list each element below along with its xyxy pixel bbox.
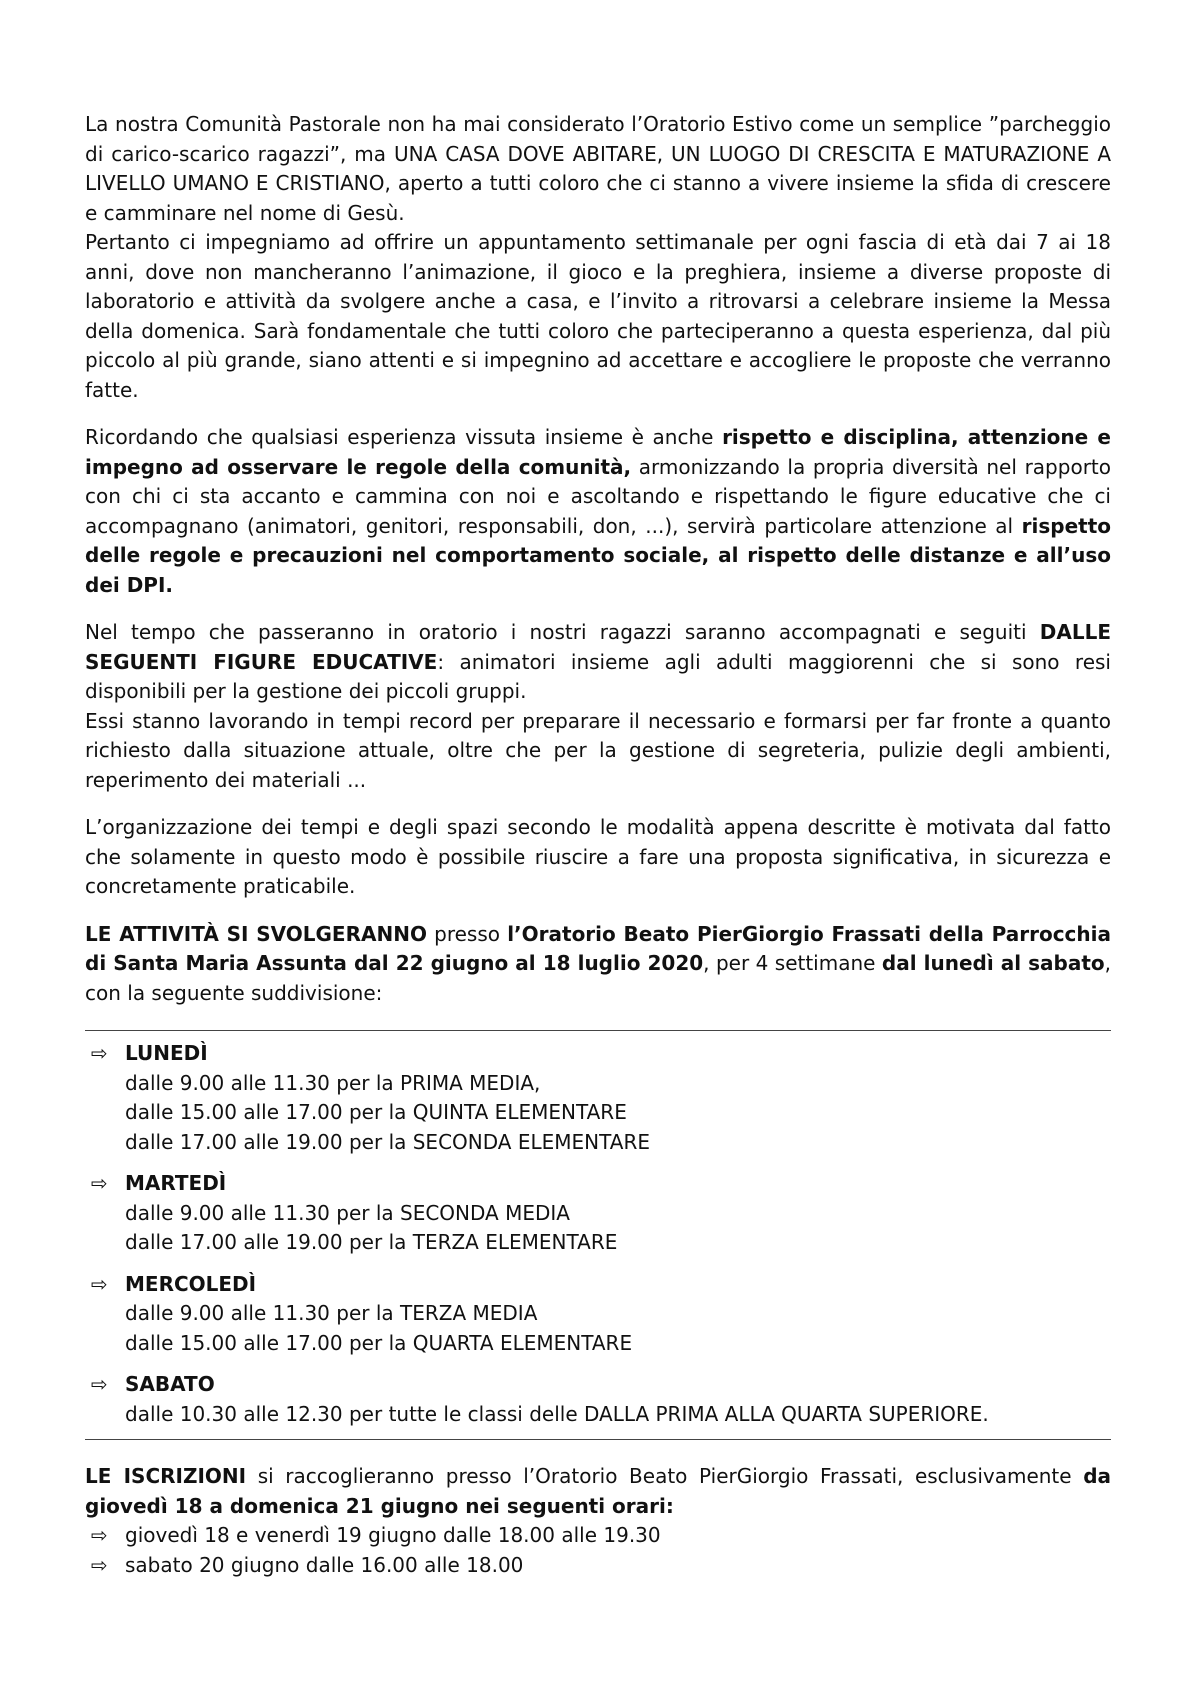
- educators-bold-1: DALLE SEGUENTI FIGURE EDUCATIVE: [85, 620, 1111, 674]
- registration-paragraph: [85, 1462, 1111, 1521]
- educators-text-2: : animatori insieme agli adulti maggiorenni che si sono resi disponibili per la gestione dei piccoli gruppi.: [85, 649, 1111, 703]
- document-body: [85, 110, 1111, 1580]
- arrow-right-icon: ⇨: [91, 1271, 108, 1296]
- time-slot: dalle 17.00 alle 19.00 per la SECONDA ELEMENTARE: [125, 1129, 650, 1154]
- time-slot: dalle 15.00 alle 17.00 per la QUARTA ELEMENTARE: [125, 1330, 633, 1355]
- registration-times-list: [85, 1521, 1111, 1580]
- list-item: [85, 1521, 1111, 1551]
- arrow-right-icon: ⇨: [91, 1552, 108, 1577]
- activities-text-1: presso: [426, 921, 508, 946]
- activities-text-3: , con la seguente suddivisione:: [85, 951, 1111, 1005]
- intro-paragraph-2: Pertanto ci impegniamo ad offrire un appuntamento settimanale per ogni fascia di età dai 7 ai 18 anni, dove non mancheranno l’animazione, il gioco e la preghiera, insieme a diverse proposte di laboratorio e attività da svolgere anche a casa, e l’invito a ritrovarsi a celebrare insieme la Messa della domenica. Sarà fondamentale che tutti coloro che parteciperanno a questa esperienza, dal più piccolo al più grande, siano attenti e si impegnino ad accettare e accogliere le proposte che verranno fatte.: [85, 230, 1111, 402]
- day-name: SABATO: [125, 1372, 215, 1396]
- registration-time: giovedì 18 e venerdì 19 giugno dalle 18.00 alle 19.30: [125, 1523, 661, 1547]
- activities-paragraph: [85, 920, 1111, 1009]
- schedule-day: [85, 1169, 1111, 1258]
- educators-paragraph-2: Essi stanno lavorando in tempi record per preparare il necessario e formarsi per far fronte a quanto richiesto dalla situazione attuale, oltre che per la gestione di segreteria, pulizie degli ambienti, reperimento dei materiali ...: [85, 708, 1111, 792]
- organization-paragraph: L’organizzazione dei tempi e degli spazi secondo le modalità appena descritte è motivata dal fatto che solamente in questo modo è possibile riuscire a fare una proposta significativa, in sicurezza e concretamente praticabile.: [85, 815, 1111, 898]
- weekly-schedule: [85, 1031, 1111, 1439]
- day-name: LUNEDÌ: [125, 1041, 208, 1065]
- time-slot: dalle 9.00 alle 11.30 per la TERZA MEDIA: [125, 1301, 538, 1325]
- time-slot: dalle 9.00 alle 11.30 per la PRIMA MEDIA,: [125, 1070, 541, 1095]
- registration-bold-1: LE ISCRIZIONI: [85, 1464, 247, 1488]
- rules-bold-2: rispetto delle regole e precauzioni nel comportamento sociale, al rispetto delle distanze e all’uso dei DPI.: [85, 513, 1111, 597]
- activities-text-2: , per 4 settimane: [703, 951, 882, 975]
- registration-time: sabato 20 giugno dalle 16.00 alle 18.00: [125, 1552, 524, 1577]
- day-name: MARTEDÌ: [125, 1171, 227, 1195]
- arrow-right-icon: ⇨: [91, 1523, 108, 1547]
- schedule-day: [85, 1039, 1111, 1157]
- rules-text-2: armonizzando la propria diversità nel rapporto con chi ci sta accanto e cammina con noi e ascoltando e rispettando le figure educative che ci accompagnano (animatori, genitori, responsabili, don, ...), servirà particolare attenzione al: [85, 454, 1111, 538]
- time-slot: dalle 15.00 alle 17.00 per la QUINTA ELEMENTARE: [125, 1100, 627, 1124]
- arrow-right-icon: ⇨: [91, 1372, 108, 1396]
- time-slot: dalle 9.00 alle 11.30 per la SECONDA MEDIA: [125, 1200, 570, 1225]
- arrow-right-icon: ⇨: [91, 1041, 108, 1065]
- intro-paragraph-1: La nostra Comunità Pastorale non ha mai considerato l’Oratorio Estivo come un semplice ”parcheggio di carico-scarico ragazzi”, ma UNA CASA DOVE ABITARE, UN LUOGO DI CRESCITA E MATURAZIONE A LIVELLO UMANO E CRISTIANO, aperto a tutti coloro che ci stanno a vivere insieme la sfida di crescere e camminare nel nome di Gesù.: [85, 112, 1111, 225]
- educators-text-1: Nel tempo che passeranno in oratorio i nostri ragazzi saranno accompagnati e seguiti: [85, 620, 1040, 644]
- time-slot: dalle 10.30 alle 12.30 per tutte le classi delle DALLA PRIMA ALLA QUARTA SUPERIORE.: [125, 1401, 989, 1426]
- activities-bold-3: dal lunedì al sabato: [881, 951, 1105, 975]
- activities-bold-2: l’Oratorio Beato PierGiorgio Frassati della Parrocchia di Santa Maria Assunta dal 22 giugno al 18 luglio 2020: [85, 921, 1111, 975]
- schedule-day: [85, 1370, 1111, 1429]
- day-name: MERCOLEDÌ: [125, 1271, 257, 1296]
- time-slot: dalle 17.00 alle 19.00 per la TERZA ELEMENTARE: [125, 1230, 618, 1254]
- rules-bold-1: rispetto e disciplina, attenzione e impegno ad osservare le regole della comunità,: [85, 425, 1111, 479]
- registration-bold-2: da giovedì 18 a domenica 21 giugno nei seguenti orari:: [85, 1464, 1111, 1518]
- activities-bold-1: LE ATTIVITÀ SI SVOLGERANNO: [85, 921, 427, 946]
- rules-text-1: Ricordando che qualsiasi esperienza vissuta insieme è anche: [85, 425, 723, 449]
- educators-paragraph-1: [85, 618, 1111, 707]
- list-item: [85, 1551, 1111, 1581]
- arrow-right-icon: ⇨: [91, 1171, 108, 1195]
- rules-paragraph: [85, 423, 1111, 600]
- schedule-day: [85, 1270, 1111, 1359]
- registration-text-1: si raccoglieranno presso l’Oratorio Beato PierGiorgio Frassati, esclusivamente: [246, 1464, 1084, 1488]
